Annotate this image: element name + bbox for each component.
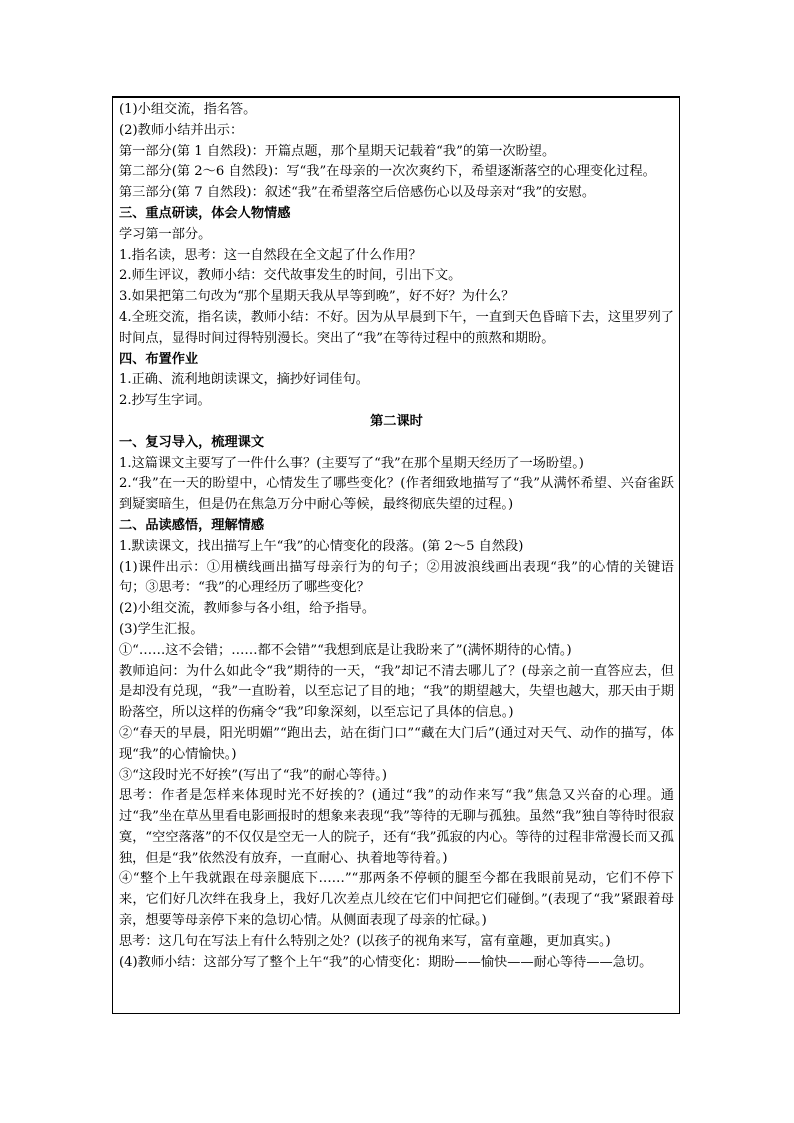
paragraph: 1.默读课文，找出描写上午“我”的心情变化的段落。(第 2～5 自然段) [119, 538, 524, 554]
lesson-title: 第二课时 [370, 413, 423, 429]
paragraph: (4)教师小结：这部分写了整个上午“我”的心情变化：期盼——愉快——耐心等待——急切。 [119, 954, 653, 970]
section-heading: 四、布置作业 [119, 351, 199, 367]
paragraph: ③“这段时光不好挨”(写出了“我”的耐心等待。) [119, 767, 388, 783]
paragraph: (1)课件出示：①用横线画出描写母亲行为的句子；②用波浪线画出表现“我”的心情的关键语句；③思考：“我”的心理经历了哪些变化？ [119, 559, 674, 596]
paragraph: ②“春天的早晨，阳光明媚”“跑出去，站在街门口”“藏在大门后”(通过对天气、动作的描写，体现“我”的心情愉快。) [119, 725, 674, 762]
paragraph: 2.“我”在一天的盼望中，心情发生了哪些变化？(作者细致地描写了“我”从满怀希望、兴奋雀跃到疑窦暗生，但是仍在焦急万分中耐心等候，最终彻底失望的过程。) [119, 476, 674, 513]
paragraph: 1.指名读，思考：这一自然段在全文起了什么作用？ [119, 247, 422, 263]
paragraph: 2.师生评议，教师小结：交代故事发生的时间，引出下文。 [119, 268, 462, 284]
paragraph: 3.如果把第二句改为“那个星期天我从早等到晚”，好不好？为什么？ [119, 289, 515, 305]
paragraph: 2.抄写生字词。 [119, 393, 211, 409]
paragraph: 思考：这几句在写法上有什么特别之处？(以孩子的视角来写，富有童趣，更加真实。) [119, 933, 611, 949]
lesson-plan-table-cell [112, 96, 680, 1014]
paragraph: 第三部分(第 7 自然段)：叙述“我”在希望落空后倍感伤心以及母亲对“我”的安慰。 [119, 185, 596, 201]
table-top-border [113, 97, 679, 98]
paragraph: 第一部分(第 1 自然段)：开篇点题，那个星期天记载着“我”的第一次盼望。 [119, 143, 556, 159]
paragraph: (2)教师小结并出示： [119, 122, 244, 138]
paragraph: 第二部分(第 2～6 自然段)：写“我”在母亲的一次次爽约下，希望逐渐落空的心理变化过程。 [119, 164, 656, 180]
section-heading: 三、重点研读，体会人物情感 [119, 205, 291, 221]
paragraph: (3)学生汇报。 [119, 621, 204, 637]
lesson-plan-content [119, 100, 674, 973]
section-heading: 二、品读感悟，理解情感 [119, 517, 265, 533]
paragraph: 思考：作者是怎样来体现时光不好挨的？(通过“我”的动作来写“我”焦急又兴奋的心理。通过“我”坐在草丛里看电影画报时的想象来表现“我”等待的无聊与孤独。虽然“我”独自等待时很寂寞，“空空落落”的不仅仅是空无一人的院子，还有“我”孤寂的内心。等待的过程非常漫长而又孤独，但是“我”依然没有放弃，一直耐心、执着地等待着。) [119, 788, 674, 866]
paragraph: ①“……这不会错；……都不会错”“我想到底是让我盼来了”(满怀期待的心情。) [119, 642, 572, 658]
paragraph: 4.全班交流，指名读，教师小结：不好。因为从早晨到下午，一直到天色昏暗下去，这里罗列了时间点，显得时间过得特别漫长。突出了“我”在等待过程中的煎熬和期盼。 [119, 309, 674, 346]
paragraph: ④“整个上午我就跟在母亲腿底下……”“那两条不停顿的腿至今都在我眼前晃动，它们不停下来，它们好几次绊在我身上，我好几次差点儿绞在它们中间把它们碰倒。”(表现了“我”紧跟着母亲，想要等母亲停下来的急切心情。从侧面表现了母亲的忙碌。) [119, 871, 674, 929]
paragraph: 1.这篇课文主要写了一件什么事？(主要写了“我”在那个星期天经历了一场盼望。) [119, 455, 584, 471]
paragraph: 1.正确、流利地朗读课文，摘抄好词佳句。 [119, 372, 369, 388]
section-heading: 一、复习导入，梳理课文 [119, 434, 265, 450]
paragraph: 教师追问：为什么如此令“我”期待的一天，“我”却记不清去哪儿了？(母亲之前一直答应去，但是却没有兑现，“我”一直盼着，以至忘记了目的地；“我”的期望越大，失望也越大，那天由于期盼落空，所以这样的伤痛令“我”印象深刻，以至忘记了具体的信息。) [119, 663, 674, 721]
paragraph: 学习第一部分。 [119, 226, 212, 242]
paragraph: (1)小组交流，指名答。 [119, 102, 257, 117]
paragraph: (2)小组交流，教师参与各小组，给予指导。 [119, 601, 376, 617]
